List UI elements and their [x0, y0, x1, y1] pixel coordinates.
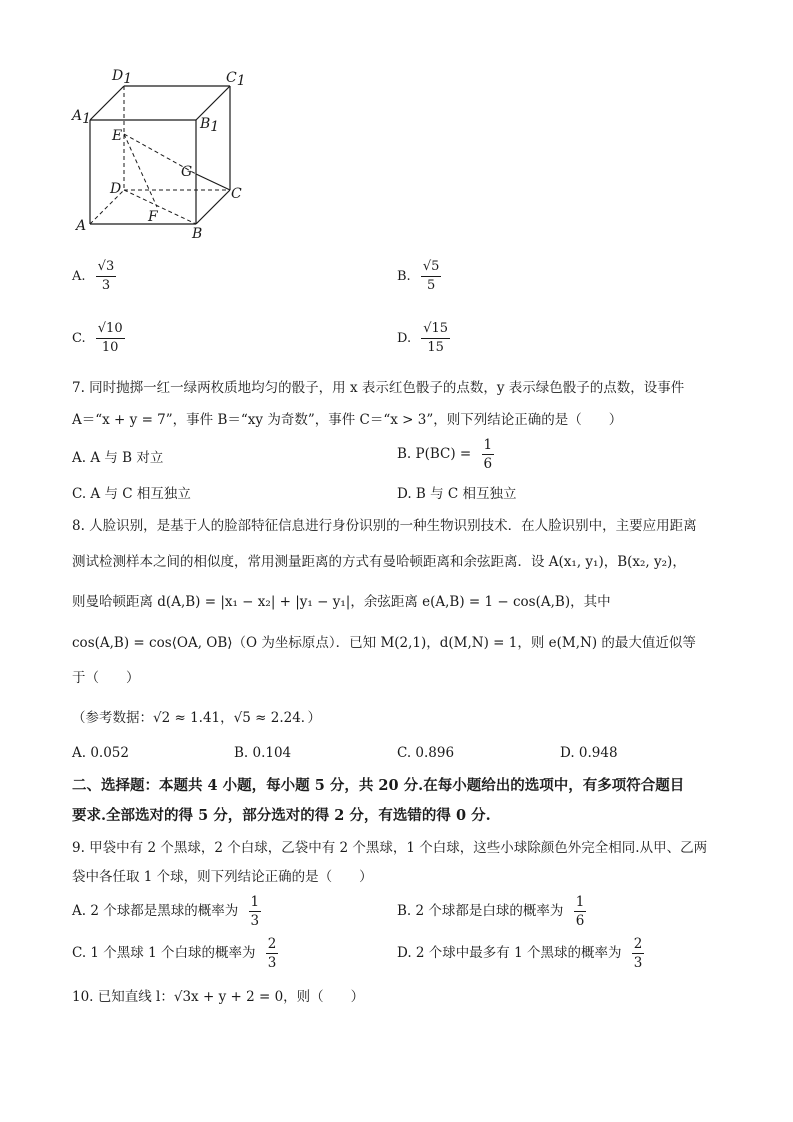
q7-stem-line1: 7. 同时抛掷一红一绿两枚质地均匀的骰子，用 x 表示红色骰子的点数，y 表示绿色骰子的点数，设事件	[72, 380, 685, 396]
label-D: D	[110, 181, 122, 197]
option-letter: C.	[72, 331, 86, 346]
label-C: C	[231, 186, 242, 202]
label-C1: C1	[226, 70, 246, 89]
option-text: A. 2 个球都是黑球的概率为	[72, 903, 239, 919]
option-text: B. 2 个球都是白球的概率为	[397, 903, 564, 919]
fraction: $\frac{√10}{10}$	[97, 321, 123, 355]
label-A1: A1	[72, 108, 92, 127]
option-text: C. 1 个黑球 1 个白球的概率为	[72, 945, 256, 961]
q7-option-d[interactable]: D. B 与 C 相互独立	[397, 486, 517, 502]
q8-option-a[interactable]: A. 0.052	[72, 745, 129, 761]
q8-reference-data: （参考数据：√2 ≈ 1.41，√5 ≈ 2.24．）	[72, 710, 322, 726]
option-text: D. 2 个球中最多有 1 个黑球的概率为	[397, 945, 622, 961]
q8-option-b[interactable]: B. 0.104	[234, 745, 292, 761]
q6-option-d[interactable]	[397, 320, 450, 357]
q6-option-b[interactable]	[397, 258, 441, 295]
fraction: $\frac{1}{6}$	[483, 437, 493, 472]
option-letter: D.	[397, 331, 412, 346]
fraction: $\frac{√3}{3}$	[97, 259, 115, 293]
q9-option-d[interactable]	[397, 935, 644, 972]
section-heading-line2: 要求.全部选对的得 5 分，部分选对的得 2 分，有选错的得 0 分.	[72, 807, 491, 824]
q9-option-b[interactable]	[397, 893, 586, 930]
q8-option-d[interactable]: D. 0.948	[560, 745, 618, 761]
fraction: $\frac{2}{3}$	[633, 936, 643, 971]
section-heading-line1: 二、选择题：本题共 4 小题，每小题 5 分，共 20 分.在每小题给出的选项中，有多项符合题目	[72, 777, 685, 794]
option-letter: A.	[72, 269, 86, 284]
q7-option-c[interactable]: C. A 与 C 相互独立	[72, 486, 191, 502]
label-F: F	[148, 209, 158, 225]
q8-stem-line1: 8. 人脸识别，是基于人的脸部特征信息进行身份识别的一种生物识别技术．在人脸识别中，主要应用距离	[72, 518, 697, 534]
q6-option-c[interactable]	[72, 320, 125, 357]
fraction: $\frac{1}{6}$	[575, 894, 585, 929]
q8-stem-line3: 则曼哈顿距离 d(A,B) = |x₁ − x₂| + |y₁ − y₁|，余弦距离 e(A,B) = 1 − cos(A,B)，其中	[72, 594, 611, 610]
option-letter: B.	[397, 269, 411, 284]
label-B1: B1	[200, 116, 220, 135]
fraction: $\frac{√15}{15}$	[423, 321, 449, 355]
fraction: $\frac{1}{3}$	[250, 894, 260, 929]
q7-option-a[interactable]: A. A 与 B 对立	[72, 450, 164, 466]
cube-figure	[70, 62, 260, 242]
q8-stem-line4: cos(A,B) = cos⟨OA, OB⟩（O 为坐标原点）．已知 M(2,1)，d(M,N) = 1，则 e(M,N) 的最大值近似等	[72, 635, 696, 651]
label-E: E	[112, 128, 123, 144]
q10-stem-line1: 10. 已知直线 l：√3x + y + 2 = 0，则（ ）	[72, 989, 365, 1005]
label-A: A	[76, 218, 87, 234]
option-text: B. P(BC) =	[397, 446, 472, 462]
q7-option-b[interactable]	[397, 436, 494, 473]
q8-stem-line2: 测试检测样本之间的相似度，常用测量距离的方式有曼哈顿距离和余弦距离．设 A(x₁, y₁)，B(x₂, y₂)，	[72, 554, 686, 570]
q8-stem-line5: 于（ ）	[72, 670, 140, 686]
q9-stem-line1: 9. 甲袋中有 2 个黑球，2 个白球，乙袋中有 2 个黑球，1 个白球，这些小球除颜色外完全相同.从甲、乙两	[72, 840, 708, 856]
q9-option-c[interactable]	[72, 935, 278, 972]
q6-option-a[interactable]	[72, 258, 116, 295]
q8-option-c[interactable]: C. 0.896	[397, 745, 455, 761]
q9-stem-line2: 袋中各任取 1 个球，则下列结论正确的是（ ）	[72, 869, 373, 885]
q7-stem-line2: A＝“x + y = 7”，事件 B＝“xy 为奇数”，事件 C＝“x > 3”，则下列结论正确的是（ ）	[72, 412, 623, 428]
q9-option-a[interactable]	[72, 893, 261, 930]
fraction: $\frac{√5}{5}$	[422, 259, 440, 293]
label-G: G	[181, 164, 193, 180]
fraction: $\frac{2}{3}$	[267, 936, 277, 971]
label-D1: D1	[112, 68, 133, 87]
label-B: B	[192, 226, 203, 242]
